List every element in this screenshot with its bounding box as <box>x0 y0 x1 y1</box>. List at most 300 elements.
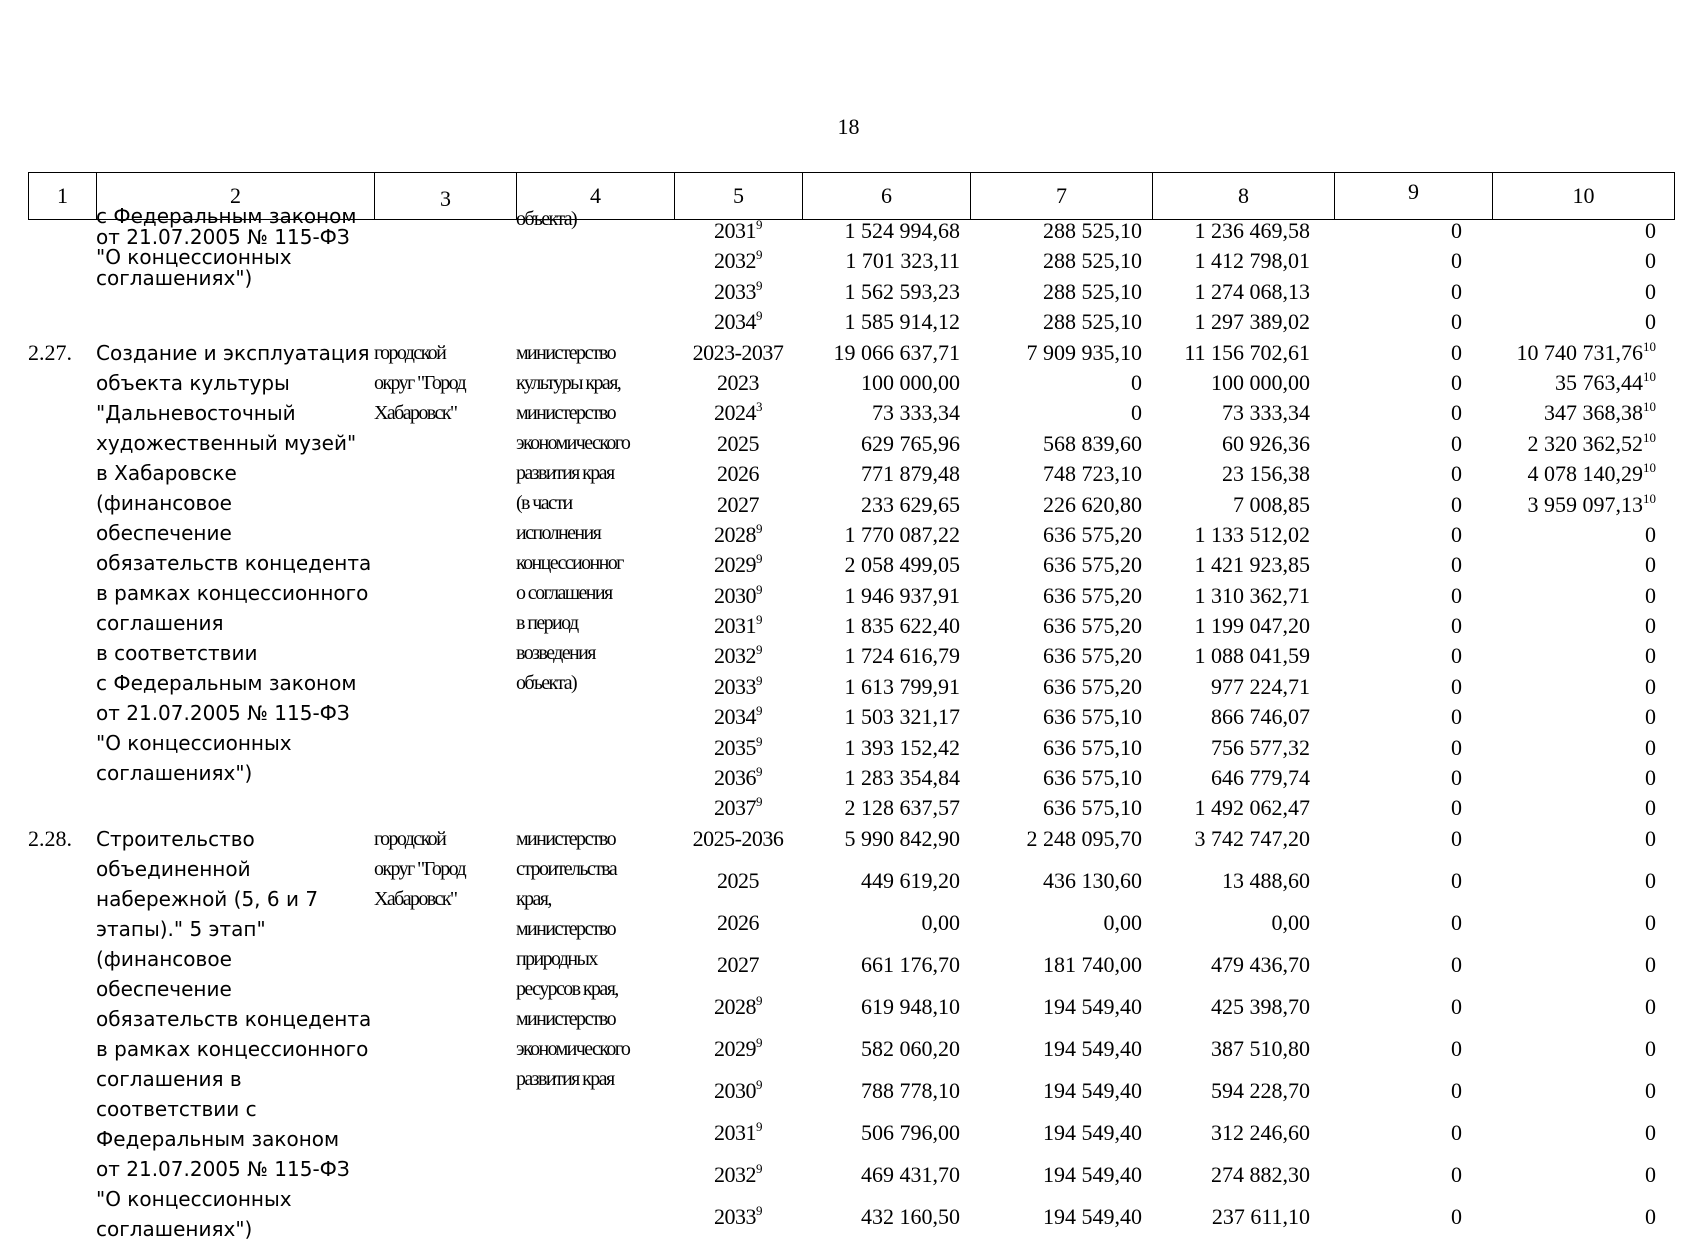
description-line: набережной (5, 6 и 7 <box>96 886 319 911</box>
year-cell <box>674 672 802 702</box>
value-c6: 1 946 937,91 <box>844 582 960 608</box>
year-cell <box>674 1034 802 1076</box>
value-c6: 233 629,65 <box>861 491 960 517</box>
value-c10-text: 347 368,38 <box>1544 400 1643 426</box>
description-line: соглашениях") <box>96 760 253 785</box>
description-cell <box>96 824 374 1244</box>
executor-line: министерство <box>516 917 615 940</box>
value-c7: 636 575,10 <box>1043 704 1142 730</box>
year-cell <box>674 908 802 950</box>
year-footnote: 9 <box>756 672 762 688</box>
year-text: 2033 <box>714 278 756 304</box>
value-c9: 0 <box>1451 521 1462 547</box>
value-footnote: 10 <box>1643 460 1656 476</box>
year-footnote: 9 <box>756 1034 762 1050</box>
value-c10-text: 0 <box>1645 1203 1656 1229</box>
value-c10-text: 0 <box>1645 993 1656 1019</box>
year-text: 2031 <box>714 218 756 243</box>
description-line: с Федеральным законом <box>96 670 357 695</box>
value-c9: 0 <box>1451 993 1462 1019</box>
value-c8: 13 488,60 <box>1222 867 1310 893</box>
value-c9: 0 <box>1451 734 1462 760</box>
value-c10 <box>1492 992 1674 1034</box>
year-text: 2028 <box>714 993 756 1019</box>
value-c7: 748 723,10 <box>1043 461 1142 487</box>
value-c8: 312 246,60 <box>1211 1119 1310 1145</box>
value-c8: 1 492 062,47 <box>1194 795 1310 821</box>
year-cell <box>674 581 802 611</box>
description-line: в Хабаровске <box>96 460 237 485</box>
table-row <box>28 824 1674 866</box>
value-c10 <box>1492 307 1674 337</box>
value-c8: 237 611,10 <box>1211 1203 1310 1229</box>
description-line: обязательств концедента <box>96 550 372 575</box>
year-text: 2029 <box>714 1035 756 1061</box>
value-c10 <box>1492 866 1674 908</box>
executor-line: культуры края, <box>516 371 621 394</box>
value-c9: 0 <box>1451 1161 1462 1187</box>
value-c10 <box>1492 490 1674 520</box>
section-index-text: 2.27. <box>28 339 72 365</box>
year-footnote: 9 <box>756 612 762 628</box>
value-c7: 568 839,60 <box>1043 430 1142 456</box>
year-text: 2026 <box>717 461 759 487</box>
description-text <box>96 206 374 288</box>
year-cell <box>674 1118 802 1160</box>
value-c7: 636 575,20 <box>1043 582 1142 608</box>
value-c9: 0 <box>1451 309 1462 335</box>
value-c10 <box>1492 216 1674 246</box>
executor-line: о соглашения <box>516 581 612 604</box>
value-c7: 194 549,40 <box>1043 1119 1142 1145</box>
year-cell <box>674 824 802 866</box>
year-text: 2027 <box>717 951 759 977</box>
year-text: 2030 <box>714 582 756 608</box>
description-line: "О концессионных <box>96 1186 292 1211</box>
executor-line: природных <box>516 947 597 970</box>
value-c10-text: 0 <box>1645 867 1656 893</box>
description-line: "Дальневосточный <box>96 400 296 425</box>
description-line: с Федеральным законом <box>96 204 357 228</box>
value-c10-text: 3 959 097,13 <box>1527 491 1643 517</box>
year-cell <box>674 246 802 276</box>
year-text: 2026 <box>717 909 759 935</box>
year-cell <box>674 277 802 307</box>
value-c7: 7 909 935,10 <box>1026 339 1142 365</box>
value-c7: 288 525,10 <box>1043 278 1142 304</box>
year-cell <box>674 216 802 246</box>
year-text: 2036 <box>714 765 756 791</box>
year-text: 2025 <box>717 867 759 893</box>
year-cell <box>674 611 802 641</box>
value-c8: 1 236 469,58 <box>1194 218 1310 243</box>
value-c9: 0 <box>1451 704 1462 730</box>
value-c6: 73 333,34 <box>872 400 960 426</box>
value-c7: 636 575,10 <box>1043 765 1142 791</box>
value-c8: 594 228,70 <box>1211 1077 1310 1103</box>
year-footnote: 9 <box>756 733 762 749</box>
executor-line: объекта) <box>516 208 577 230</box>
value-c10-text: 0 <box>1645 1077 1656 1103</box>
year-cell <box>674 550 802 580</box>
value-c9: 0 <box>1451 430 1462 456</box>
year-cell <box>674 338 802 368</box>
value-c7: 636 575,10 <box>1043 734 1142 760</box>
year-text: 2023 <box>717 369 759 395</box>
description-line: объекта культуры <box>96 370 290 395</box>
executor-line: министерство <box>516 1007 615 1030</box>
value-footnote: 10 <box>1643 368 1656 384</box>
value-c10-text: 0 <box>1645 309 1656 335</box>
year-cell <box>674 950 802 992</box>
year-footnote: 9 <box>756 581 762 597</box>
value-c9: 0 <box>1451 491 1462 517</box>
value-c10 <box>1492 733 1674 763</box>
value-c7: 636 575,20 <box>1043 521 1142 547</box>
section-index <box>28 824 96 1244</box>
executor-line: концессионног <box>516 551 623 574</box>
value-c10-text: 0 <box>1645 704 1656 730</box>
value-c6: 2 058 499,05 <box>844 552 960 578</box>
description-line: обеспечение <box>96 976 232 1001</box>
value-c7: 2 248 095,70 <box>1026 825 1142 851</box>
executor-line: министерство <box>516 401 615 424</box>
year-footnote: 9 <box>756 1202 762 1218</box>
value-c9: 0 <box>1451 218 1462 243</box>
value-c8: 646 779,74 <box>1211 765 1310 791</box>
value-c8: 100 000,00 <box>1211 369 1310 395</box>
header-col-9: 9 <box>1335 173 1493 220</box>
value-c9: 0 <box>1451 1035 1462 1061</box>
value-c6: 1 283 354,84 <box>844 765 960 791</box>
description-line: от 21.07.2005 № 115-ФЗ <box>96 700 350 725</box>
value-c8: 1 274 068,13 <box>1194 278 1310 304</box>
description-line: Федеральным законом <box>96 1126 340 1151</box>
year-footnote: 9 <box>756 308 762 324</box>
value-c7: 194 549,40 <box>1043 1203 1142 1229</box>
value-c10-text: 2 320 362,52 <box>1527 430 1643 456</box>
value-c9: 0 <box>1451 248 1462 274</box>
year-footnote: 9 <box>756 642 762 658</box>
value-c6: 1 835 622,40 <box>844 613 960 639</box>
value-c7: 194 549,40 <box>1043 1161 1142 1187</box>
municipality-line: Хабаровск" <box>374 887 457 910</box>
value-c10 <box>1492 672 1674 702</box>
value-c10 <box>1492 641 1674 671</box>
year-cell <box>674 398 802 428</box>
executor-line: министерство <box>516 341 615 364</box>
description-line: от 21.07.2005 № 115-ФЗ <box>96 1156 350 1181</box>
value-c10-text: 0 <box>1645 673 1656 699</box>
executor-cell <box>516 338 674 824</box>
executor-line: объекта) <box>516 671 577 694</box>
year-text: 2037 <box>714 795 756 821</box>
municipality-line: округ "Город <box>374 371 466 394</box>
value-c10 <box>1492 398 1674 428</box>
value-c10-text: 0 <box>1645 643 1656 669</box>
value-c6: 5 990 842,90 <box>844 825 960 851</box>
value-c10-text: 0 <box>1645 795 1656 821</box>
value-c10 <box>1492 1160 1674 1202</box>
value-c6: 788 778,10 <box>861 1077 960 1103</box>
value-c9: 0 <box>1451 339 1462 365</box>
year-text: 2027 <box>717 491 759 517</box>
municipality-cell <box>374 216 516 338</box>
value-c10-text: 0 <box>1645 613 1656 639</box>
year-text: 2035 <box>714 734 756 760</box>
value-c7: 288 525,10 <box>1043 309 1142 335</box>
value-c8: 1 421 923,85 <box>1194 552 1310 578</box>
executor-line: ресурсов края, <box>516 977 618 1000</box>
value-c6: 629 765,96 <box>861 430 960 456</box>
value-c8: 425 398,70 <box>1211 993 1310 1019</box>
description-line: в рамках концессионного <box>96 580 369 605</box>
value-c8: 23 156,38 <box>1222 461 1310 487</box>
description-line: соглашениях") <box>96 1216 253 1241</box>
value-c8: 1 199 047,20 <box>1194 613 1310 639</box>
value-c8: 977 224,71 <box>1211 673 1310 699</box>
value-c7: 194 549,40 <box>1043 1077 1142 1103</box>
description-line: "О концессионных <box>96 730 292 755</box>
description-line: "О концессионных <box>96 245 292 270</box>
value-c10 <box>1492 793 1674 823</box>
value-c10 <box>1492 702 1674 732</box>
executor-text <box>516 204 674 234</box>
year-footnote: 9 <box>756 992 762 1008</box>
value-c10 <box>1492 246 1674 276</box>
value-c6: 432 160,50 <box>861 1203 960 1229</box>
year-text: 2024 <box>714 400 756 426</box>
value-c10-text: 0 <box>1645 734 1656 760</box>
value-c10 <box>1492 763 1674 793</box>
executor-cell <box>516 208 674 338</box>
year-text: 2030 <box>714 1077 756 1103</box>
value-c8: 479 436,70 <box>1211 951 1310 977</box>
value-c10-text: 0 <box>1645 951 1656 977</box>
year-cell <box>674 793 802 823</box>
description-line: от 21.07.2005 № 115-ФЗ <box>96 224 350 249</box>
municipality-line: городской <box>374 341 446 364</box>
value-c7: 636 575,10 <box>1043 795 1142 821</box>
year-text: 2032 <box>714 248 756 274</box>
description-line: художественный музей" <box>96 430 357 455</box>
value-c10-text: 0 <box>1645 552 1656 578</box>
value-c6: 1 503 321,17 <box>844 704 960 730</box>
value-c6: 582 060,20 <box>861 1035 960 1061</box>
header-col-7: 7 <box>971 173 1153 220</box>
value-c7: 436 130,60 <box>1043 867 1142 893</box>
value-c7: 636 575,20 <box>1043 552 1142 578</box>
value-c9: 0 <box>1451 951 1462 977</box>
value-c10 <box>1492 277 1674 307</box>
value-c8: 1 310 362,71 <box>1194 582 1310 608</box>
value-c8: 73 333,34 <box>1222 400 1310 426</box>
description-line: этапы)." 5 этап" <box>96 916 266 941</box>
value-c9: 0 <box>1451 673 1462 699</box>
value-c6: 100 000,00 <box>861 369 960 395</box>
value-c10 <box>1492 1202 1674 1244</box>
table-row <box>28 338 1674 368</box>
value-c7: 181 740,00 <box>1043 951 1142 977</box>
description-line: обязательств концедента <box>96 1006 372 1031</box>
description-line: соглашения <box>96 610 224 635</box>
value-c10-text: 0 <box>1645 825 1656 851</box>
value-c7: 0 <box>1131 369 1142 395</box>
year-cell <box>674 763 802 793</box>
value-c9: 0 <box>1451 795 1462 821</box>
value-c6: 1 613 799,91 <box>844 673 960 699</box>
value-c7: 288 525,10 <box>1043 218 1142 243</box>
header-col-2: 2 <box>97 173 375 220</box>
description-line: (финансовое <box>96 490 232 515</box>
executor-line: строительства <box>516 857 617 880</box>
year-text: 2023-2037 <box>692 339 784 365</box>
value-c6: 1 562 593,23 <box>844 278 960 304</box>
value-c10 <box>1492 368 1674 398</box>
value-c10 <box>1492 338 1674 368</box>
executor-line: развития края <box>516 1067 614 1090</box>
executor-line: возведения <box>516 641 595 664</box>
value-c10-text: 0 <box>1645 248 1656 274</box>
value-c6: 2 128 637,57 <box>844 795 960 821</box>
value-c10-text: 0 <box>1645 218 1656 243</box>
value-c9: 0 <box>1451 1077 1462 1103</box>
value-c7: 636 575,20 <box>1043 643 1142 669</box>
value-c9: 0 <box>1451 400 1462 426</box>
value-c10-text: 0 <box>1645 582 1656 608</box>
value-c10 <box>1492 550 1674 580</box>
header-col-8: 8 <box>1153 173 1335 220</box>
value-footnote: 10 <box>1643 399 1656 415</box>
value-c9: 0 <box>1451 825 1462 851</box>
year-cell <box>674 459 802 489</box>
value-c8: 1 412 798,01 <box>1194 248 1310 274</box>
value-c10 <box>1492 908 1674 950</box>
value-c10 <box>1492 950 1674 992</box>
header-col-5: 5 <box>675 173 803 220</box>
value-c9: 0 <box>1451 369 1462 395</box>
value-c8: 387 510,80 <box>1211 1035 1310 1061</box>
value-c6: 19 066 637,71 <box>833 339 960 365</box>
municipality-cell <box>374 338 516 824</box>
executor-line: министерство <box>516 827 615 850</box>
description-line: объединенной <box>96 856 251 881</box>
value-footnote: 10 <box>1643 490 1656 506</box>
description-cell <box>96 338 374 824</box>
executor-line: исполнения <box>516 521 601 544</box>
value-c9: 0 <box>1451 1119 1462 1145</box>
value-c10-text: 0 <box>1645 909 1656 935</box>
year-text: 2032 <box>714 1161 756 1187</box>
executor-line: экономического <box>516 431 630 454</box>
municipality-line: округ "Город <box>374 857 466 880</box>
value-c8: 3 742 747,20 <box>1194 825 1310 851</box>
value-c10-text: 0 <box>1645 278 1656 304</box>
value-c10-text: 4 078 140,29 <box>1527 461 1643 487</box>
value-c8: 274 882,30 <box>1211 1161 1310 1187</box>
value-c10 <box>1492 581 1674 611</box>
value-c6: 661 176,70 <box>861 951 960 977</box>
year-cell <box>674 520 802 550</box>
value-c9: 0 <box>1451 909 1462 935</box>
value-c10 <box>1492 429 1674 459</box>
value-c6: 449 619,20 <box>861 867 960 893</box>
year-cell <box>674 1076 802 1118</box>
year-footnote: 9 <box>756 520 762 536</box>
municipality-line: городской <box>374 827 446 850</box>
year-footnote: 3 <box>756 399 762 415</box>
year-text: 2034 <box>714 704 756 730</box>
value-c8: 866 746,07 <box>1211 704 1310 730</box>
value-c10 <box>1492 824 1674 866</box>
value-c10-text: 10 740 731,76 <box>1516 339 1643 365</box>
year-footnote: 9 <box>756 703 762 719</box>
value-c9: 0 <box>1451 1203 1462 1229</box>
value-c6: 1 701 323,11 <box>845 248 960 274</box>
description-line: соответствии с <box>96 1096 257 1121</box>
value-c10-text: 0 <box>1645 765 1656 791</box>
value-c8: 1 133 512,02 <box>1194 521 1310 547</box>
description-line: обеспечение <box>96 520 232 545</box>
table-row <box>28 216 1674 246</box>
header-col-4: 4 <box>517 173 675 220</box>
year-text: 2028 <box>714 521 756 547</box>
year-footnote: 9 <box>756 794 762 810</box>
executor-cell <box>516 824 674 1244</box>
description-line: соглашениях") <box>96 265 253 290</box>
year-cell <box>674 866 802 908</box>
value-c6: 1 585 914,12 <box>844 309 960 335</box>
value-c6: 1 724 616,79 <box>844 643 960 669</box>
year-cell <box>674 1202 802 1244</box>
value-c6: 0,00 <box>921 909 960 935</box>
year-cell <box>674 992 802 1034</box>
value-c10-text: 0 <box>1645 1035 1656 1061</box>
year-text: 2031 <box>714 1119 756 1145</box>
value-c7: 288 525,10 <box>1043 248 1142 274</box>
year-text: 2033 <box>714 1203 756 1229</box>
value-c10 <box>1492 459 1674 489</box>
year-cell <box>674 368 802 398</box>
executor-line: в период <box>516 611 578 634</box>
value-c10-text: 0 <box>1645 1119 1656 1145</box>
value-c10-text: 35 763,44 <box>1555 369 1643 395</box>
description-line: соглашения в <box>96 1066 242 1091</box>
value-c9: 0 <box>1451 461 1462 487</box>
value-c6: 506 796,00 <box>861 1119 960 1145</box>
municipality-cell <box>374 824 516 1244</box>
section-index-text: 2.28. <box>28 825 72 851</box>
year-text: 2031 <box>714 613 756 639</box>
year-cell <box>674 733 802 763</box>
value-c6: 619 948,10 <box>861 993 960 1019</box>
value-c6: 1 770 087,22 <box>844 521 960 547</box>
value-c7: 636 575,20 <box>1043 673 1142 699</box>
year-text: 2032 <box>714 643 756 669</box>
year-text: 2025-2036 <box>692 825 784 851</box>
value-footnote: 10 <box>1643 429 1656 445</box>
year-cell <box>674 307 802 337</box>
value-c8: 0,00 <box>1271 909 1310 935</box>
value-c10 <box>1492 611 1674 641</box>
year-footnote: 9 <box>756 1160 762 1176</box>
description-line: в рамках концессионного <box>96 1036 369 1061</box>
header-col-3: 3 <box>375 173 517 220</box>
page-number: 18 <box>837 114 860 139</box>
value-footnote: 10 <box>1643 338 1656 354</box>
value-c9: 0 <box>1451 582 1462 608</box>
value-c8: 1 297 389,02 <box>1194 309 1310 335</box>
